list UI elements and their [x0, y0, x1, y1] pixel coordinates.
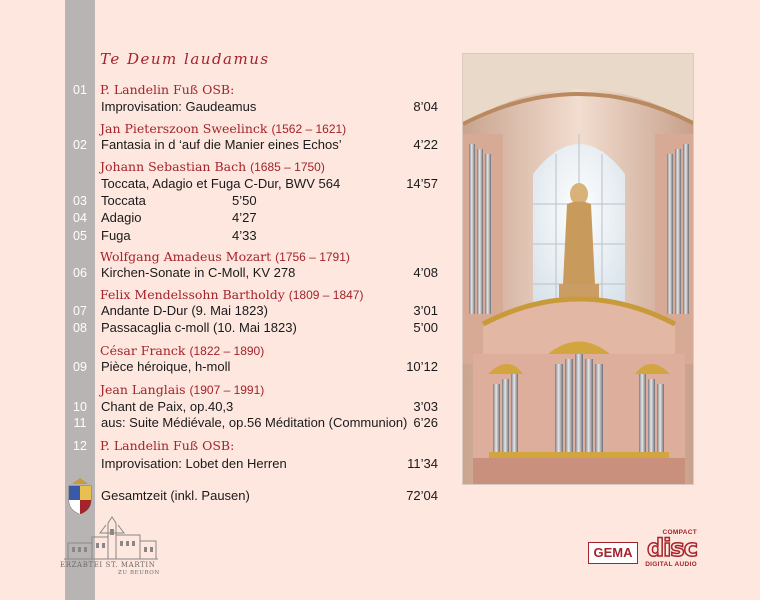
movement-duration: 5’50	[232, 193, 257, 208]
movement-row	[0, 227, 450, 245]
work-title: Improvisation: Gaudeamus	[101, 99, 257, 114]
work-duration: 4’08	[413, 265, 438, 280]
work-row	[0, 455, 450, 473]
movement-title: Toccata	[101, 193, 146, 208]
movement-row	[0, 192, 450, 210]
composer-name: P. Landelin Fuß OSB:	[100, 82, 235, 97]
composer-name: César Franck (1822 – 1890)	[100, 343, 265, 358]
work-row	[0, 414, 450, 432]
composer-row	[0, 158, 450, 176]
cd-logo-bottom: DIGITAL AUDIO	[645, 561, 697, 568]
composer-row	[0, 381, 450, 399]
compact-disc-logo	[643, 529, 699, 569]
work-duration: 11’34	[407, 456, 438, 471]
work-row	[0, 302, 450, 320]
work-title: Andante D-Dur (9. Mai 1823)	[101, 303, 268, 318]
work-duration: 3’01	[413, 303, 438, 318]
track-number: 04	[73, 211, 87, 225]
track-number: 10	[73, 400, 87, 414]
work-title: Toccata, Adagio et Fuga C-Dur, BWV 564	[101, 176, 341, 191]
track-number: 08	[73, 321, 87, 335]
composer-name: Wolfgang Amadeus Mozart (1756 – 1791)	[100, 249, 350, 264]
composer-name: Felix Mendelssohn Bartholdy (1809 – 1847)	[100, 287, 364, 302]
movement-row	[0, 209, 450, 227]
track-number: 02	[73, 138, 87, 152]
publisher-name: ERZABTEI ST. MARTIN	[60, 561, 156, 569]
total-duration: 72’04	[406, 488, 438, 503]
gema-logo: GEMA	[588, 542, 638, 564]
work-row	[0, 358, 450, 376]
work-row	[0, 175, 450, 193]
publisher-location: ZU BEURON	[118, 570, 160, 576]
movement-title: Fuga	[101, 228, 131, 243]
track-number: 07	[73, 304, 87, 318]
track-number: 03	[73, 194, 87, 208]
work-duration: 6’26	[413, 415, 438, 430]
track-number: 11	[73, 416, 87, 430]
work-duration: 10’12	[406, 359, 438, 374]
track-number: 06	[73, 266, 87, 280]
track-number: 09	[73, 360, 87, 374]
work-row	[0, 264, 450, 282]
track-number: 05	[73, 229, 87, 243]
total-label: Gesamtzeit (inkl. Pausen)	[101, 488, 250, 503]
organ-image	[463, 54, 694, 485]
work-duration: 14’57	[406, 176, 438, 191]
work-row	[0, 319, 450, 337]
movement-duration: 4’33	[232, 228, 257, 243]
composer-row	[0, 81, 450, 99]
work-title: Pièce héroique, h-moll	[101, 359, 231, 374]
track-number: 01	[73, 83, 87, 97]
work-title: Fantasia in d ‘auf die Manier eines Echos’	[101, 137, 342, 152]
composer-name: Jean Langlais (1907 – 1991)	[100, 382, 265, 397]
work-row	[0, 136, 450, 154]
composer-row	[0, 437, 450, 455]
work-duration: 5’00	[413, 320, 438, 335]
album-title: Te Deum laudamus	[100, 50, 270, 68]
composer-name: P. Landelin Fuß OSB:	[100, 438, 235, 453]
track-number: 12	[73, 439, 87, 453]
organ-photo	[462, 53, 694, 485]
work-duration: 8’04	[413, 99, 438, 114]
work-title: Kirchen-Sonate in C-Moll, KV 278	[101, 265, 296, 280]
cd-logo-top: COMPACT	[662, 529, 697, 536]
work-duration: 3’03	[413, 399, 438, 414]
abbey-crest-icon	[66, 478, 94, 514]
work-title: Passacaglia c-moll (10. Mai 1823)	[101, 320, 297, 335]
work-title: aus: Suite Médiévale, op.56 Méditation (Communion)	[101, 415, 408, 430]
composer-name: Jan Pieterszoon Sweelinck (1562 – 1621)	[100, 121, 347, 136]
cd-logo-disc: disc	[647, 534, 697, 562]
composer-name: Johann Sebastian Bach (1685 – 1750)	[100, 159, 325, 174]
movement-duration: 4’27	[232, 210, 257, 225]
work-title: Improvisation: Lobet den Herren	[101, 456, 287, 471]
work-duration: 4’22	[413, 137, 438, 152]
work-row	[0, 98, 450, 116]
work-title: Chant de Paix, op.40,3	[101, 399, 234, 414]
abbey-silhouette-icon	[62, 515, 160, 561]
movement-title: Adagio	[101, 210, 142, 225]
